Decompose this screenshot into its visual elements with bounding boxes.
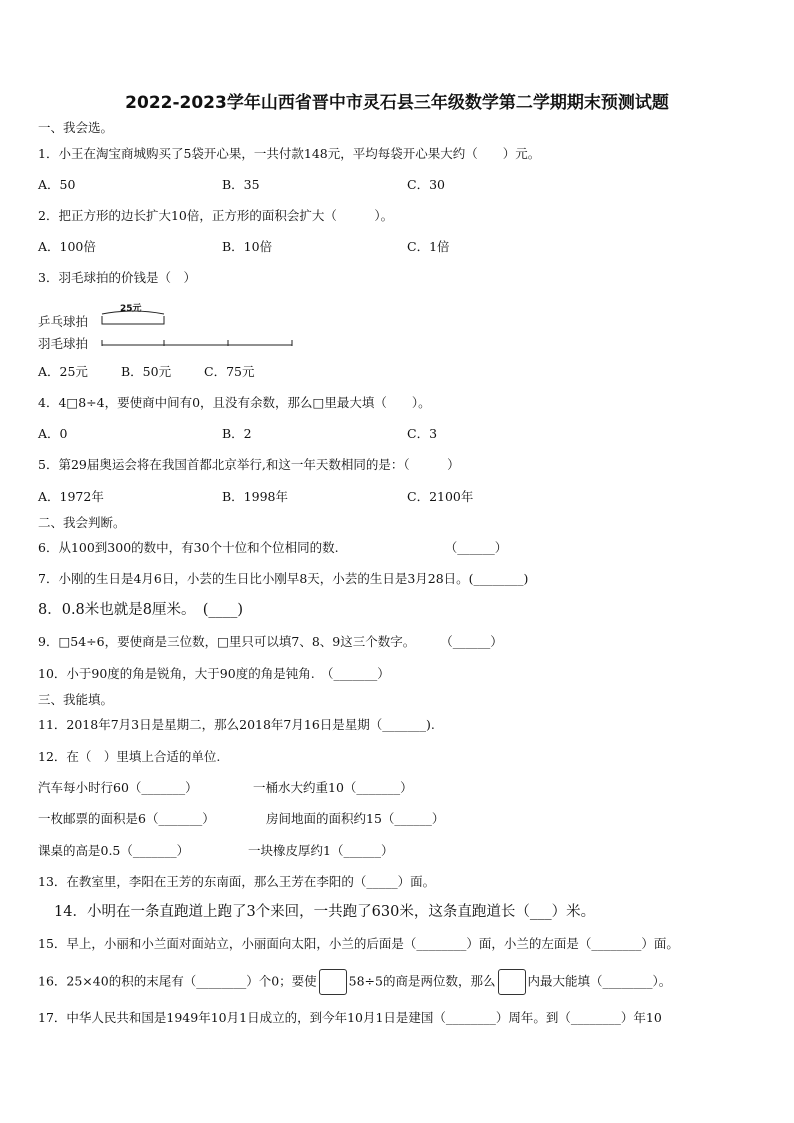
question-9: 9．□54÷6，要使商是三位数，□里只可以填7、8、9这三个数字。 （______） bbox=[38, 634, 503, 649]
q12-item-3: 一枚邮票的面积是6（_______） bbox=[38, 811, 215, 826]
question-11: 11．2018年7月3日是星期二，那么2018年7月16日是星期（_______). bbox=[38, 717, 435, 732]
q2-option-c: C．1倍 bbox=[407, 239, 450, 254]
q2-option-a: A．100倍 bbox=[38, 239, 96, 254]
q16-blank-box-1 bbox=[319, 969, 347, 995]
q12-item-5: 课桌的高是0.5（_______） bbox=[38, 843, 190, 858]
q16-part-1: 16．25×40的积的末尾有（________）个0；要使 bbox=[38, 973, 317, 989]
question-13: 13．在教室里，李阳在王芳的东南面，那么王芳在李阳的（_____）面。 bbox=[38, 874, 436, 889]
q5-option-a: A．1972年 bbox=[38, 489, 104, 504]
figure-label-badminton: 羽毛球拍 bbox=[38, 336, 89, 351]
question-6: 6．从100到300的数中，有30个十位和个位相同的数. （______） bbox=[38, 540, 508, 555]
section-heading-choose: 一、我会选。 bbox=[38, 120, 114, 135]
price-bar-figure bbox=[100, 308, 300, 354]
question-5: 5．第29届奥运会将在我国首都北京举行,和这一年天数相同的是：（ ） bbox=[38, 457, 460, 472]
section-heading-fill: 三、我能填。 bbox=[38, 692, 114, 707]
question-7: 7．小刚的生日是4月6日，小芸的生日比小刚早8天，小芸的生日是3月28日。(________) bbox=[38, 571, 529, 586]
q16-part-3: 内最大能填（________）。 bbox=[527, 973, 672, 989]
question-4: 4．4□8÷4，要使商中间有0，且没有余数，那么□里最大填（ ）。 bbox=[38, 395, 431, 410]
section-heading-judge: 二、我会判断。 bbox=[38, 515, 126, 530]
question-14: 14．小明在一条直跑道上跑了3个来回，一共跑了630米，这条直跑道长（___）米。 bbox=[54, 904, 596, 920]
q2-option-b: B．10倍 bbox=[222, 239, 273, 254]
q1-option-c: C．30 bbox=[407, 177, 445, 192]
question-8: 8．0.8米也就是8厘米。 (____) bbox=[38, 602, 244, 618]
q12-item-2: 一桶水大约重10（_______） bbox=[253, 780, 413, 795]
q12-item-1: 汽车每小时行60（_______） bbox=[38, 780, 198, 795]
q16-part-2: 58÷5的商是两位数，那么 bbox=[348, 973, 496, 989]
q3-option-a: A．25元 bbox=[38, 364, 88, 379]
q1-option-a: A．50 bbox=[38, 177, 76, 192]
q3-option-c: C．75元 bbox=[204, 364, 255, 379]
q16-blank-box-2 bbox=[498, 969, 526, 995]
q1-option-b: B．35 bbox=[222, 177, 260, 192]
q5-option-c: C．2100年 bbox=[407, 489, 474, 504]
page-title: 2022-2023学年山西省晋中市灵石县三年级数学第二学期期末预测试题 bbox=[125, 93, 669, 113]
question-15: 15．早上，小丽和小兰面对面站立，小丽面向太阳，小兰的后面是（________）面，小兰的左面是（________）面。 bbox=[38, 936, 679, 951]
q12-item-6: 一块橡皮厚约1（______） bbox=[248, 843, 394, 858]
question-1: 1．小王在淘宝商城购买了5袋开心果，一共付款148元，平均每袋开心果大约（ ）元。 bbox=[38, 146, 541, 161]
q4-option-c: C．3 bbox=[407, 426, 438, 441]
figure-label-pingpong: 乒乓球拍 bbox=[38, 314, 89, 329]
question-3: 3．羽毛球拍的价钱是（ ） bbox=[38, 270, 196, 285]
question-17: 17．中华人民共和国是1949年10月1日成立的，到今年10月1日是建国（________）周年。到（________）年10 bbox=[38, 1010, 662, 1025]
question-12: 12．在（ ）里填上合适的单位. bbox=[38, 749, 221, 764]
brace-mark bbox=[102, 311, 164, 314]
q12-item-4: 房间地面的面积约15（______） bbox=[266, 811, 445, 826]
question-16 bbox=[38, 969, 671, 995]
pingpong-bar bbox=[102, 316, 164, 324]
question-2: 2．把正方形的边长扩大10倍，正方形的面积会扩大（ ）。 bbox=[38, 208, 394, 223]
q5-option-b: B．1998年 bbox=[222, 489, 288, 504]
q4-option-a: A．0 bbox=[38, 426, 68, 441]
question-10: 10．小于90度的角是锐角，大于90度的角是钝角. （_______） bbox=[38, 666, 390, 681]
q4-option-b: B．2 bbox=[222, 426, 252, 441]
q3-option-b: B．50元 bbox=[121, 364, 172, 379]
figure-price-label: 25元 bbox=[120, 304, 142, 314]
